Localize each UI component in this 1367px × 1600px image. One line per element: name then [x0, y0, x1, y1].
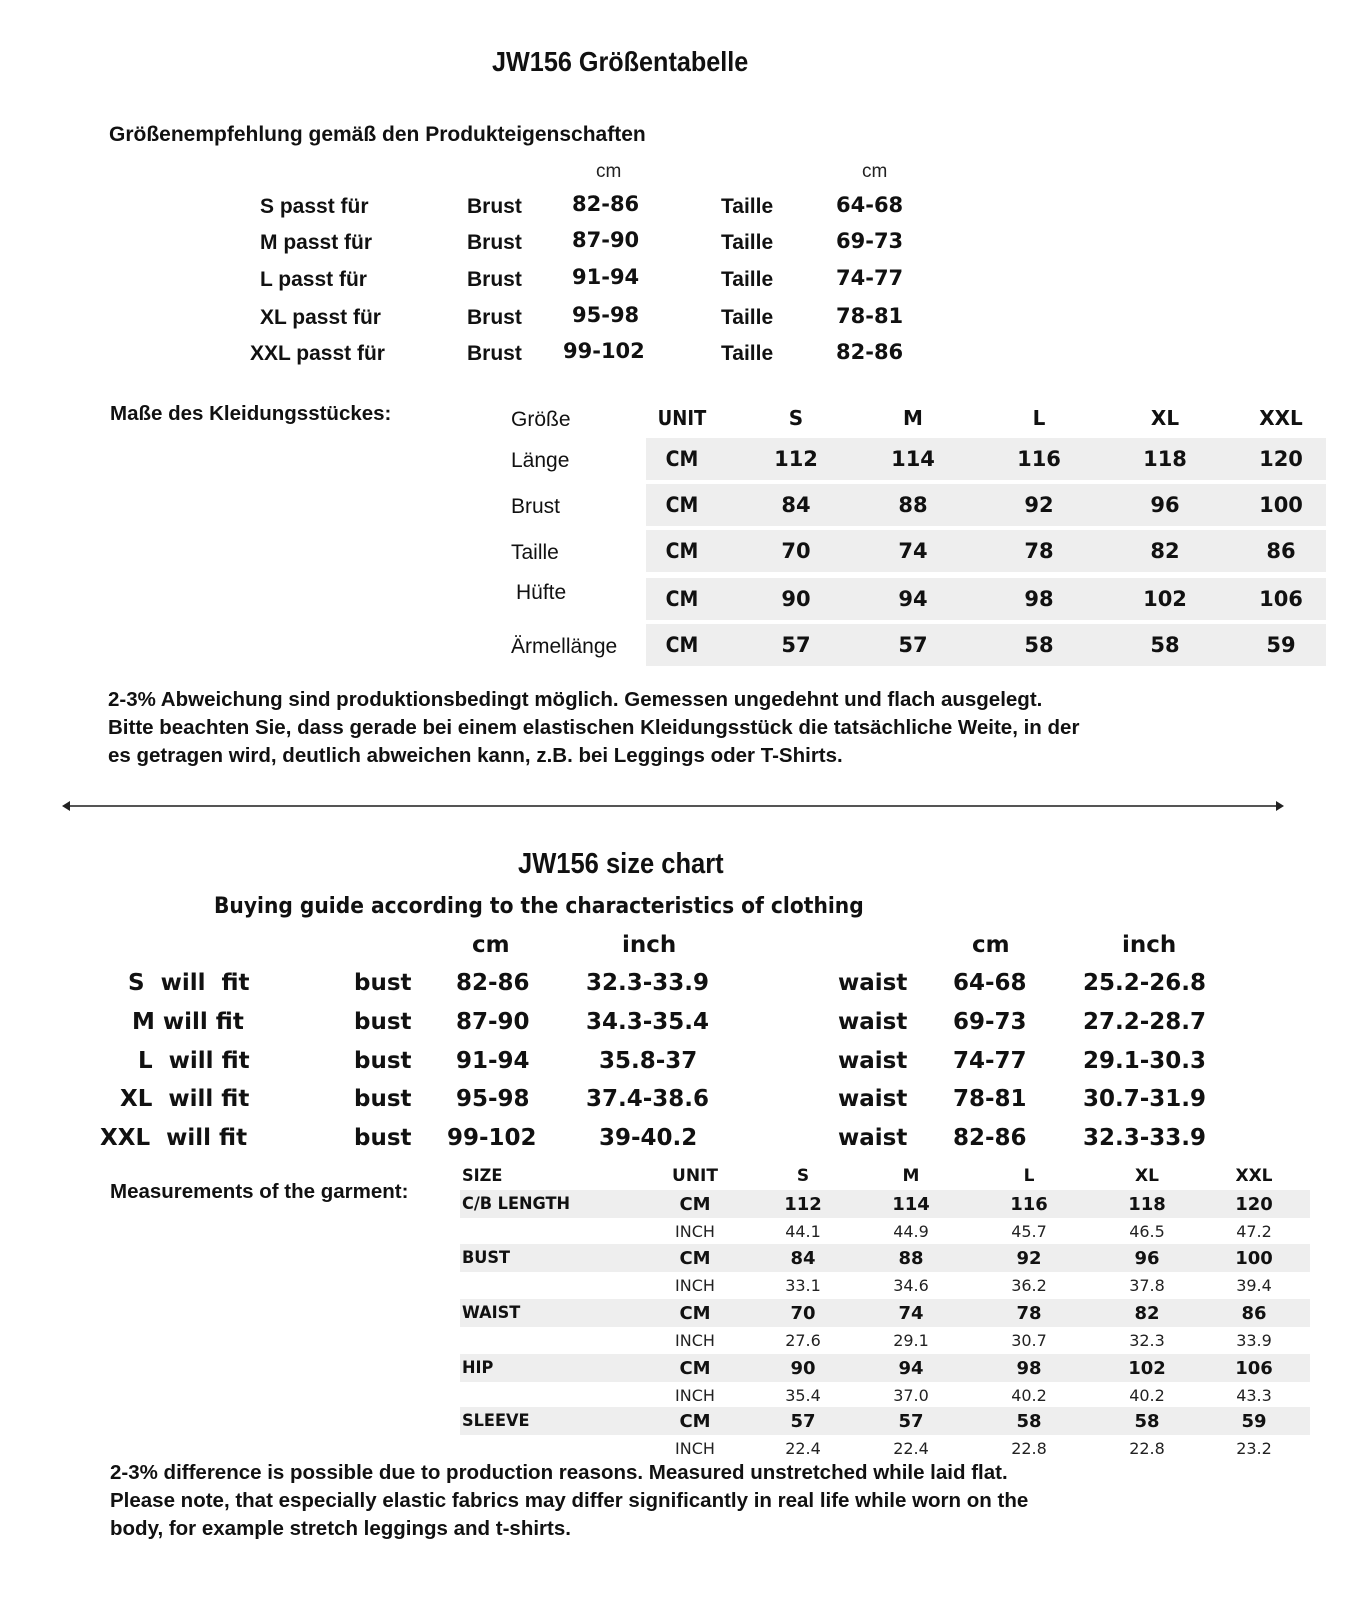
fit-bust-label: bust [354, 1009, 412, 1035]
english-table-header-row [460, 1162, 1310, 1189]
cell-value-cm: 98 [1016, 1357, 1042, 1379]
cell-value: 57 [781, 633, 811, 657]
german-note-line-3: es getragen wird, deutlich abweichen kann, z.B. bei Leggings oder T-Shirts. [108, 744, 843, 767]
cell-value-inch: 36.2 [1011, 1275, 1047, 1295]
cell-value-cm: 116 [1010, 1193, 1048, 1215]
cell-value: 120 [1259, 447, 1303, 471]
cell-value: 118 [1143, 447, 1187, 471]
table-row [500, 484, 1330, 526]
cell-value: 94 [898, 587, 928, 611]
fit-waist-cm: 64-68 [953, 970, 1027, 996]
fit-bust-inch: 39-40.2 [599, 1125, 698, 1151]
cell-value-inch: 44.9 [893, 1221, 929, 1241]
table-row-cm [460, 1354, 1310, 1382]
cell-value-inch: 34.6 [893, 1275, 929, 1295]
fit-size-label: L will fit [138, 1048, 250, 1074]
row-label: HIP [462, 1358, 494, 1378]
cell-value-inch: 32.3 [1129, 1330, 1165, 1350]
cell-value: 84 [781, 493, 811, 517]
cell-value: 58 [1150, 633, 1180, 657]
row-unit: CM [665, 633, 699, 657]
row-unit: INCH [675, 1221, 715, 1241]
cell-value-cm: 96 [1134, 1247, 1160, 1269]
cell-value-inch: 37.0 [893, 1385, 929, 1405]
row-label: WAIST [462, 1303, 521, 1323]
fit-size-label: S passt für [260, 195, 369, 218]
row-label: Länge [511, 449, 570, 472]
row-unit: CM [665, 447, 699, 471]
row-label: Taille [511, 541, 559, 564]
cell-value-cm: 102 [1128, 1357, 1166, 1379]
fit-waist-label: waist [838, 1086, 908, 1112]
fit-waist-label: Taille [721, 231, 774, 254]
header-l: L [1032, 406, 1046, 430]
cell-value-cm: 70 [790, 1302, 816, 1324]
row-unit: CM [665, 587, 699, 611]
fit-bust-value: 82-86 [572, 192, 640, 216]
fit-size-label: XL will fit [120, 1086, 250, 1112]
cell-value-cm: 84 [790, 1247, 816, 1269]
table-row [500, 578, 1330, 620]
cell-value-cm: 58 [1134, 1410, 1160, 1432]
cell-value-inch: 22.4 [785, 1438, 821, 1458]
fit-bust-cm: 91-94 [456, 1048, 530, 1074]
cell-value: 59 [1266, 633, 1296, 657]
cell-value-inch: 47.2 [1236, 1221, 1272, 1241]
cell-value-cm: 82 [1134, 1302, 1160, 1324]
fit-bust-label: Brust [467, 342, 522, 365]
cell-value-inch: 27.6 [785, 1330, 821, 1350]
fit-size-label: XXL will fit [100, 1125, 248, 1151]
row-unit: INCH [675, 1385, 715, 1405]
english-note-line-1: 2-3% difference is possible due to production reasons. Measured unstretched while laid flat. [110, 1461, 1008, 1484]
cell-value-cm: 100 [1235, 1247, 1273, 1269]
table-row [500, 438, 1330, 480]
fit-bust-value: 95-98 [572, 303, 640, 327]
fit-size-label: XXL passt für [250, 342, 385, 365]
fit-bust-label: Brust [467, 268, 522, 291]
fit-waist-label: waist [838, 1125, 908, 1151]
cell-value: 114 [891, 447, 935, 471]
cell-value-inch: 39.4 [1236, 1275, 1272, 1295]
table-row-inch [460, 1435, 1310, 1461]
cell-value: 112 [774, 447, 818, 471]
fit-bust-inch: 35.8-37 [599, 1048, 698, 1074]
german-title: JW156 Größentabelle [492, 46, 749, 77]
fit-bust-value: 87-90 [572, 228, 640, 252]
cell-value-inch: 35.4 [785, 1385, 821, 1405]
header-xl: XL [1135, 1165, 1159, 1186]
fit-waist-label: Taille [721, 268, 774, 291]
row-label: BUST [462, 1248, 511, 1268]
fit-waist-inch: 29.1-30.3 [1083, 1048, 1207, 1074]
table-row-inch [460, 1272, 1310, 1298]
fit-bust-cm: 87-90 [456, 1009, 530, 1035]
fit-size-label: M will fit [132, 1009, 244, 1035]
table-row-inch [460, 1327, 1310, 1353]
fit-waist-cm: 69-73 [953, 1009, 1027, 1035]
fit-waist-inch: 27.2-28.7 [1083, 1009, 1207, 1035]
cell-value-cm: 118 [1128, 1193, 1166, 1215]
row-unit: CM [679, 1357, 711, 1379]
row-unit: INCH [675, 1275, 715, 1295]
cell-value-cm: 57 [898, 1410, 924, 1432]
row-unit: CM [665, 539, 699, 563]
german-recommendation-heading: Größenempfehlung gemäß den Produkteigenschaften [109, 123, 646, 146]
english-note-line-3: body, for example stretch leggings and t-shirts. [110, 1517, 571, 1540]
fit-waist-value: 78-81 [836, 304, 904, 328]
german-note-line-2: Bitte beachten Sie, dass gerade bei einem elastischen Kleidungsstück die tatsächliche Weite, in der [108, 716, 1080, 739]
fit-waist-label: waist [838, 970, 908, 996]
german-unit-header-bust: cm [596, 161, 622, 182]
fit-waist-label: Taille [721, 306, 774, 329]
row-label: Ärmellänge [511, 635, 618, 658]
fit-bust-label: bust [354, 1125, 412, 1151]
cell-value-inch: 37.8 [1129, 1275, 1165, 1295]
section-divider-line [66, 805, 1282, 807]
english-unit-header-bust-cm: cm [472, 932, 510, 958]
german-unit-header-waist: cm [862, 161, 888, 182]
cell-value-inch: 22.8 [1011, 1438, 1047, 1458]
cell-value-cm: 114 [892, 1193, 930, 1215]
row-label: Hüfte [516, 581, 567, 604]
fit-bust-inch: 32.3-33.9 [586, 970, 710, 996]
fit-bust-label: Brust [467, 195, 522, 218]
cell-value-inch: 30.7 [1011, 1330, 1047, 1350]
fit-bust-cm: 95-98 [456, 1086, 530, 1112]
cell-value-cm: 59 [1241, 1410, 1267, 1432]
header-unit: UNIT [657, 406, 707, 430]
fit-bust-label: bust [354, 1086, 412, 1112]
table-row-inch [460, 1218, 1310, 1244]
cell-value: 74 [898, 539, 928, 563]
row-unit: CM [679, 1302, 711, 1324]
fit-bust-label: Brust [467, 231, 522, 254]
cell-value-inch: 40.2 [1011, 1385, 1047, 1405]
cell-value-inch: 43.3 [1236, 1385, 1272, 1405]
divider-arrow-left-icon [62, 801, 70, 811]
header-xxl: XXL [1235, 1165, 1273, 1186]
row-band [646, 484, 1326, 526]
header-m: M [903, 406, 923, 430]
english-guide-heading: Buying guide according to the characteristics of clothing [214, 894, 864, 919]
cell-value-inch: 33.9 [1236, 1330, 1272, 1350]
fit-waist-label: waist [838, 1048, 908, 1074]
fit-waist-value: 64-68 [836, 193, 904, 217]
cell-value-cm: 57 [790, 1410, 816, 1432]
cell-value-cm: 112 [784, 1193, 822, 1215]
cell-value: 86 [1266, 539, 1296, 563]
header-size: Größe [511, 408, 571, 431]
table-row-inch [460, 1382, 1310, 1408]
fit-bust-cm: 82-86 [456, 970, 530, 996]
fit-size-label: S will fit [128, 970, 250, 996]
row-label: SLEEVE [462, 1411, 530, 1431]
fit-bust-label: bust [354, 970, 412, 996]
cell-value: 58 [1024, 633, 1054, 657]
header-s: S [796, 1165, 810, 1186]
fit-size-label: XL passt für [260, 306, 381, 329]
fit-waist-label: Taille [721, 195, 774, 218]
row-unit: INCH [675, 1438, 715, 1458]
fit-bust-value: 99-102 [563, 339, 645, 363]
german-note-line-1: 2-3% Abweichung sind produktionsbedingt möglich. Gemessen ungedehnt und flach ausgelegt. [108, 688, 1043, 711]
cell-value: 106 [1259, 587, 1303, 611]
cell-value-cm: 86 [1241, 1302, 1267, 1324]
cell-value: 100 [1259, 493, 1303, 517]
cell-value: 57 [898, 633, 928, 657]
row-unit: CM [679, 1410, 711, 1432]
cell-value-cm: 120 [1235, 1193, 1273, 1215]
fit-bust-inch: 37.4-38.6 [586, 1086, 710, 1112]
cell-value-inch: 22.8 [1129, 1438, 1165, 1458]
header-l: L [1023, 1165, 1035, 1186]
fit-size-label: L passt für [260, 268, 367, 291]
header-m: M [902, 1165, 920, 1186]
cell-value-cm: 74 [898, 1302, 924, 1324]
german-measurements-heading: Maße des Kleidungsstückes: [110, 402, 392, 425]
fit-waist-label: waist [838, 1009, 908, 1035]
cell-value-cm: 92 [1016, 1247, 1042, 1269]
row-band [646, 624, 1326, 666]
cell-value: 90 [781, 587, 811, 611]
table-row [500, 624, 1330, 666]
fit-waist-cm: 82-86 [953, 1125, 1027, 1151]
fit-waist-inch: 32.3-33.9 [1083, 1125, 1207, 1151]
cell-value-inch: 33.1 [785, 1275, 821, 1295]
cell-value-inch: 22.4 [893, 1438, 929, 1458]
table-row-cm [460, 1244, 1310, 1272]
row-label: Brust [511, 495, 561, 518]
fit-bust-label: bust [354, 1048, 412, 1074]
cell-value-inch: 44.1 [785, 1221, 821, 1241]
cell-value-inch: 29.1 [893, 1330, 929, 1350]
fit-waist-inch: 25.2-26.8 [1083, 970, 1207, 996]
cell-value-cm: 58 [1016, 1410, 1042, 1432]
fit-waist-cm: 78-81 [953, 1086, 1027, 1112]
fit-waist-cm: 74-77 [953, 1048, 1027, 1074]
english-unit-header-waist-inch: inch [1122, 932, 1177, 958]
cell-value: 82 [1150, 539, 1180, 563]
fit-bust-label: Brust [467, 306, 522, 329]
fit-bust-cm: 99-102 [447, 1125, 537, 1151]
cell-value-cm: 106 [1235, 1357, 1273, 1379]
cell-value: 98 [1024, 587, 1054, 611]
row-unit: CM [665, 493, 699, 517]
cell-value: 70 [781, 539, 811, 563]
cell-value-inch: 23.2 [1236, 1438, 1272, 1458]
fit-waist-value: 74-77 [836, 266, 904, 290]
cell-value-cm: 90 [790, 1357, 816, 1379]
fit-size-label: M passt für [260, 231, 373, 254]
header-s: S [788, 406, 804, 430]
fit-waist-value: 69-73 [836, 229, 904, 253]
cell-value: 96 [1150, 493, 1180, 517]
table-row-cm [460, 1190, 1310, 1218]
cell-value-cm: 88 [898, 1247, 924, 1269]
row-band [646, 530, 1326, 572]
fit-bust-inch: 34.3-35.4 [586, 1009, 710, 1035]
fit-waist-label: Taille [721, 342, 774, 365]
cell-value-inch: 45.7 [1011, 1221, 1047, 1241]
fit-bust-value: 91-94 [572, 265, 640, 289]
header-unit: UNIT [672, 1165, 718, 1186]
row-label: C/B LENGTH [462, 1194, 571, 1214]
row-unit: INCH [675, 1330, 715, 1350]
cell-value: 78 [1024, 539, 1054, 563]
row-band [646, 578, 1326, 620]
cell-value-inch: 46.5 [1129, 1221, 1165, 1241]
english-title: JW156 size chart [518, 848, 724, 880]
cell-value: 102 [1143, 587, 1187, 611]
row-unit: CM [679, 1247, 711, 1269]
cell-value: 88 [898, 493, 928, 517]
english-measurements-heading: Measurements of the garment: [110, 1180, 409, 1203]
header-size: SIZE [462, 1165, 503, 1186]
fit-waist-inch: 30.7-31.9 [1083, 1086, 1207, 1112]
cell-value: 92 [1024, 493, 1054, 517]
english-unit-header-waist-cm: cm [972, 932, 1010, 958]
cell-value-inch: 40.2 [1129, 1385, 1165, 1405]
english-note-line-2: Please note, that especially elastic fabrics may differ significantly in real life while worn on the [110, 1489, 1029, 1512]
header-xl: XL [1150, 406, 1180, 430]
table-row-cm [460, 1407, 1310, 1435]
cell-value-cm: 78 [1016, 1302, 1042, 1324]
english-unit-header-bust-inch: inch [622, 932, 677, 958]
table-row [500, 530, 1330, 572]
cell-value-cm: 94 [898, 1357, 924, 1379]
row-band [646, 438, 1326, 480]
divider-arrow-right-icon [1276, 801, 1284, 811]
row-unit: CM [679, 1193, 711, 1215]
german-table-header-row [500, 398, 1330, 438]
fit-waist-value: 82-86 [836, 340, 904, 364]
table-row-cm [460, 1299, 1310, 1327]
cell-value: 116 [1017, 447, 1061, 471]
header-xxl: XXL [1259, 406, 1303, 430]
